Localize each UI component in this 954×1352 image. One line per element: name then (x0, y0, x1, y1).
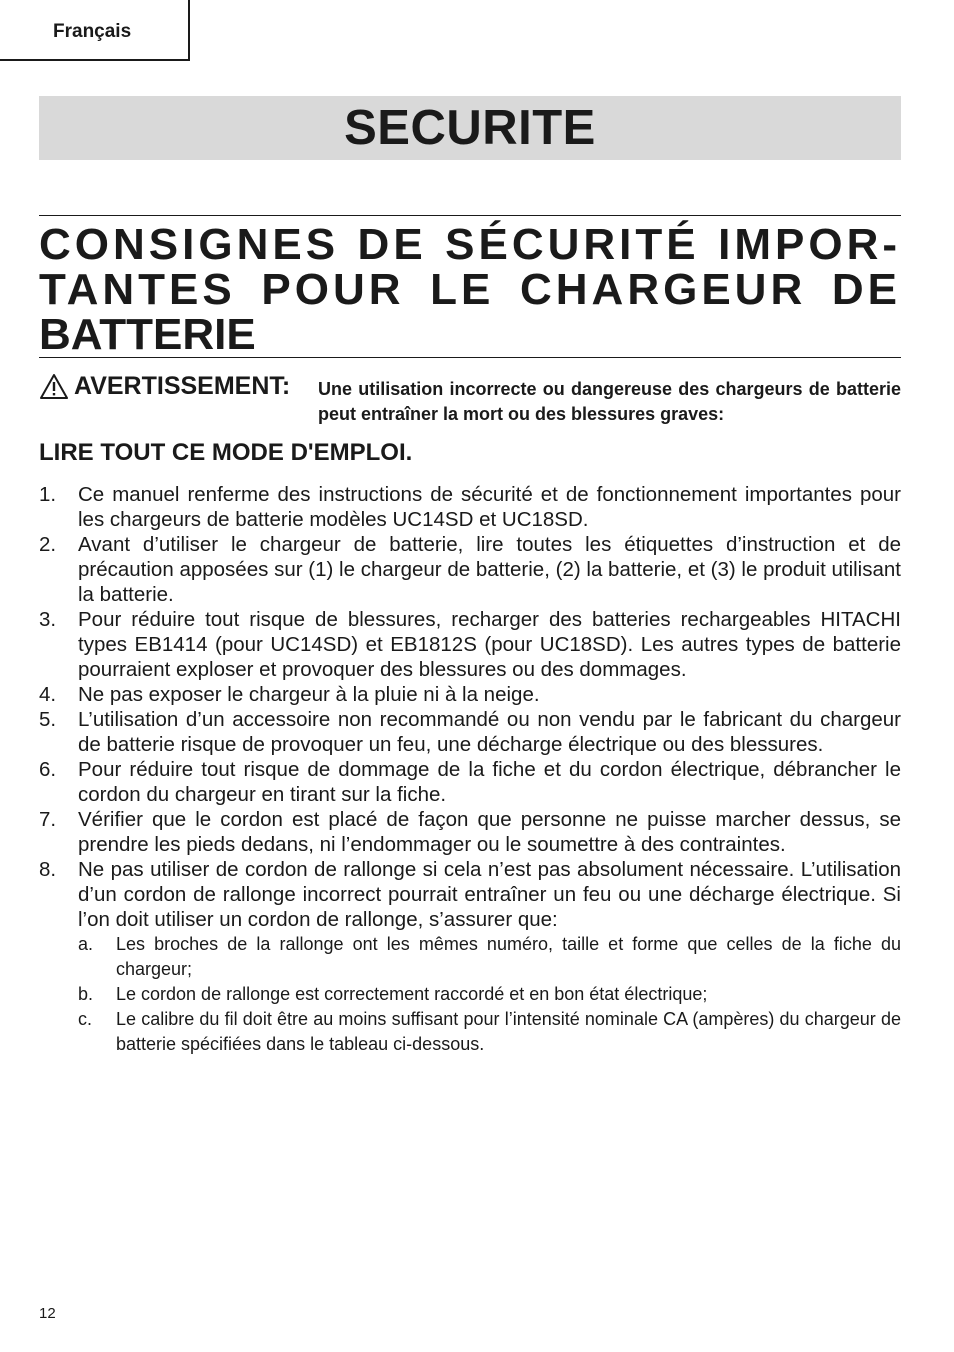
section-heading (39, 222, 901, 357)
list-item (39, 707, 901, 757)
sub-list-item-text: Le calibre du fil doit être au moins suffisant pour l’intensité nominale CA (ampères) du chargeur de batterie spécifiées dans le tableau ci-dessous. (116, 1009, 901, 1054)
warning-label (39, 371, 290, 401)
list-item (39, 532, 901, 607)
sub-list-item-letter: b. (78, 984, 94, 1004)
list-item-text: Avant d’utiliser le chargeur de batterie, lire toutes les étiquettes d’instruction et de précaution apposées sur (1) le chargeur de batterie, (2) la batterie, et (3) le produit utilisant la batterie. (78, 533, 901, 606)
list-item (39, 757, 901, 807)
list-item-number: 1. (39, 483, 57, 506)
read-all-instruction: LIRE TOUT CE MODE D'EMPLOI. (39, 439, 413, 466)
list-item-text: L’utilisation d’un accessoire non recommandé ou non vendu par le fabricant du chargeur de batterie risque de provoquer un feu, une décharge électrique ou des blessures. (78, 708, 901, 756)
sub-list-item-letter: c. (78, 1009, 93, 1029)
list-item-number: 7. (39, 808, 57, 831)
list-item (39, 607, 901, 682)
list-item (39, 857, 901, 1057)
warning-label-text: AVERTISSEMENT: (74, 372, 291, 400)
list-item-number: 6. (39, 758, 57, 781)
warning-triangle-icon (39, 373, 69, 400)
sub-list-item-letter: a. (78, 934, 94, 954)
page-number: 12 (39, 1305, 56, 1322)
heading-line-2: TANTES POUR LE CHARGEUR DE (39, 265, 901, 314)
heading-line-1: CONSIGNES DE SÉCURITÉ IMPOR- (39, 220, 901, 269)
heading-line-3: BATTERIE (39, 310, 256, 359)
sub-list-item (78, 982, 901, 1007)
list-item-number: 4. (39, 683, 57, 706)
list-item-text: Ne pas utiliser de cordon de rallonge si cela n’est pas absolument nécessaire. L’utilisation d’un cordon de rallonge incorrect pourrait entraîner un feu ou une décharge électrique. Si l’on doit utiliser un cordon de rallonge, s’assurer que: (78, 858, 901, 931)
section-banner (39, 96, 901, 160)
list-item-text: Pour réduire tout risque de blessures, recharger des batteries rechargeables HITACHI types EB1414 (pour UC14SD) et EB1812S (pour UC18SD). Les autres types de batterie pourraient exploser et provoquer des blessures ou des dommages. (78, 608, 901, 681)
list-item (39, 682, 901, 707)
list-item (39, 807, 901, 857)
sub-list (78, 932, 901, 1057)
sub-list-item-text: Le cordon de rallonge est correctement raccordé et en bon état électrique; (116, 984, 708, 1004)
banner-title: SECURITE (344, 101, 596, 155)
list-item-number: 2. (39, 533, 57, 556)
list-item-number: 8. (39, 858, 57, 881)
heading-bottom-rule (39, 357, 901, 358)
list-item-number: 5. (39, 708, 57, 731)
list-item-text: Vérifier que le cordon est placé de façon que personne ne puisse marcher dessus, se prendre les pieds dedans, ni l’endommager ou le soumettre à des contraintes. (78, 808, 901, 856)
warning-text: Une utilisation incorrecte ou dangereuse des chargeurs de batterie peut entraîner la mort ou des blessures graves: (318, 379, 901, 424)
list-item-text: Ce manuel renferme des instructions de sécurité et de fonctionnement importantes pour les chargeurs de batterie modèles UC14SD et UC18SD. (78, 483, 901, 531)
sub-list-item-text: Les broches de la rallonge ont les mêmes numéro, taille et forme que celles de la fiche du chargeur; (116, 934, 901, 979)
language-tab-label: Français (53, 21, 132, 42)
language-tab (0, 0, 190, 61)
list-item (39, 482, 901, 532)
list-item-number: 3. (39, 608, 57, 631)
sub-list-item (78, 932, 901, 982)
list-item-text: Pour réduire tout risque de dommage de la fiche et du cordon électrique, débrancher le cordon du chargeur en tirant sur la fiche. (78, 758, 901, 806)
sub-list-item (78, 1007, 901, 1057)
safety-list (39, 482, 901, 1057)
heading-top-rule (39, 215, 901, 216)
list-item-text: Ne pas exposer le chargeur à la pluie ni à la neige. (78, 683, 540, 706)
